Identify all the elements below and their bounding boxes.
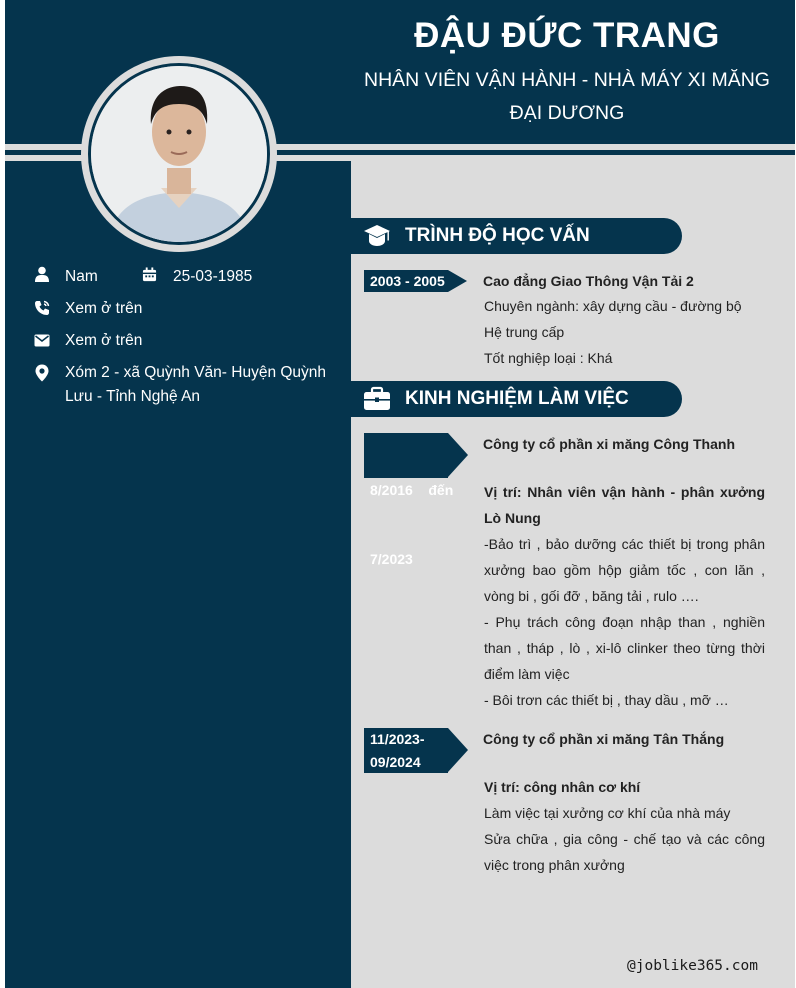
experience-2-date-end: 09/2024: [370, 754, 421, 770]
gender-value: Nam: [65, 268, 98, 285]
experience-2-date: [364, 728, 448, 773]
experience-2-date-start: 11/2023-: [370, 731, 425, 747]
candidate-name: ĐẬU ĐỨC TRANG: [414, 16, 720, 55]
education-school: Cao đẳng Giao Thông Vận Tải 2: [483, 273, 694, 289]
address-value: [65, 361, 326, 409]
graduation-cap-icon: [363, 223, 391, 249]
experience-heading-label: KINH NGHIỆM LÀM VIỆC: [405, 388, 629, 409]
education-heading: [351, 218, 682, 254]
experience-1-company: Công ty cổ phần xi măng Công Thanh: [483, 436, 735, 452]
education-level: Hệ trung cấp: [484, 324, 565, 340]
experience-1-date: [364, 433, 454, 567]
mail-icon: [34, 334, 50, 347]
education-date: 2003 - 2005: [364, 270, 448, 292]
experience-1-duty-3: - Bôi trơn các thiết bị , thay dầu , mỡ …: [484, 692, 729, 708]
email-value: Xem ở trên: [65, 332, 143, 349]
experience-2-date-arrow: [448, 728, 468, 772]
location-icon: [35, 364, 49, 382]
candidate-title: [357, 64, 777, 130]
experience-2-company: Công ty cổ phần xi măng Tân Thắng: [483, 731, 725, 747]
experience-heading: [351, 381, 682, 417]
education-date-arrow: [448, 270, 467, 292]
experience-1-date-end: 7/2023: [370, 551, 413, 567]
experience-2-duty-2: Sửa chữa , gia công - chế tạo và các công việc trong phân xưởng: [484, 831, 765, 873]
birthday-value: 25-03-1985: [173, 268, 253, 285]
title-line-2: ĐẠI DƯƠNG: [509, 102, 625, 124]
resume-page: [5, 0, 795, 988]
address-line-2: Lưu - Tỉnh Nghệ An: [65, 388, 201, 405]
phone-icon: [34, 300, 50, 316]
experience-1-duty-2: - Phụ trách công đoạn nhập than , nghiền than , tháp , lò , xi-lô clinker theo từng thời điểm làm việc: [484, 614, 765, 682]
address-line-1: Xóm 2 - xã Quỳnh Văn- Huyện Quỳnh: [65, 364, 327, 381]
experience-1-date-arrow: [448, 433, 468, 477]
education-grade: Tốt nghiệp loại : Khá: [484, 350, 613, 366]
experience-1-duty-1: -Bảo trì , bảo dưỡng các thiết bị trong phân xưởng bao gồm hộp giảm tốc , con lăn , vòng bi , gối đỡ , băng tải , rulo ….: [484, 536, 765, 604]
education-major: Chuyên ngành: xây dựng cầu - đường bộ: [484, 298, 742, 314]
experience-2-duty-1: Làm việc tại xưởng cơ khí của nhà máy: [484, 805, 731, 821]
experience-1-position: Vị trí: Nhân viên vận hành - phân xưởng Lò Nung: [484, 484, 765, 526]
user-icon: [34, 266, 50, 282]
briefcase-icon: [363, 386, 391, 412]
avatar: [88, 63, 270, 245]
avatar-photo: [91, 66, 267, 242]
calendar-icon: [142, 267, 157, 282]
experience-2-position: Vị trí: công nhân cơ khí: [484, 779, 641, 795]
education-heading-label: TRÌNH ĐỘ HỌC VẤN: [405, 225, 590, 246]
footer-watermark: @joblike365.com: [627, 958, 758, 974]
phone-value: Xem ở trên: [65, 300, 143, 317]
title-line-1: NHÂN VIÊN VẬN HÀNH - NHÀ MÁY XI MĂNG: [364, 69, 770, 91]
experience-1-date-start: 8/2016 đến: [370, 482, 454, 498]
